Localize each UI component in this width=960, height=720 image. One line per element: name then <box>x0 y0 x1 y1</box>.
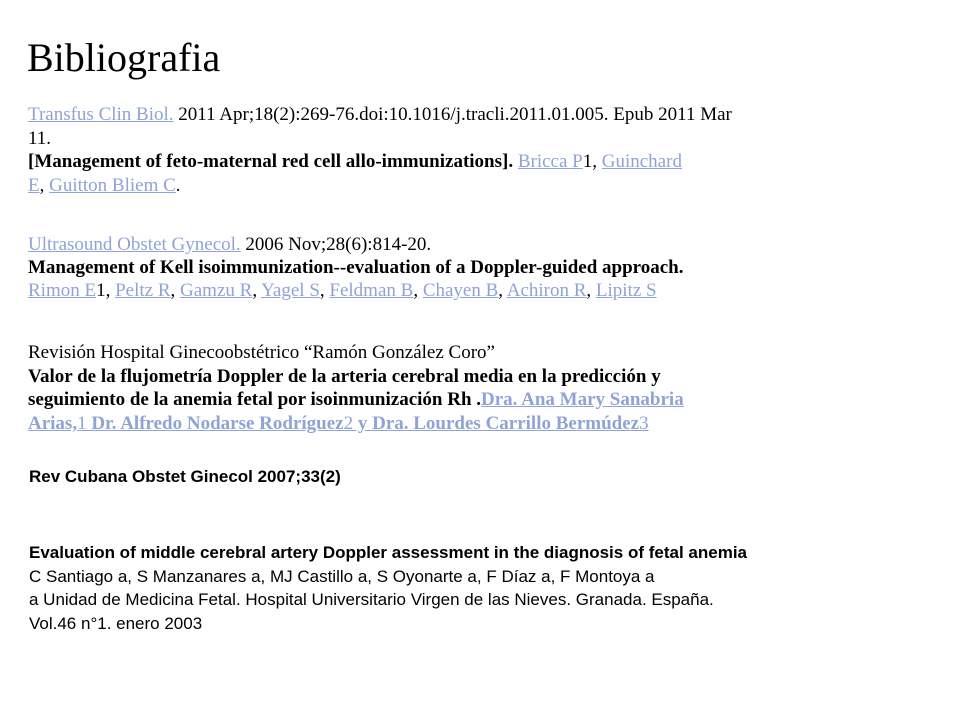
journal-citation: Rev Cubana Obstet Ginecol 2007;33(2) <box>29 467 341 486</box>
author-link[interactable]: Guitton Bliem C <box>49 174 176 196</box>
reference-2-line-1 <box>28 233 684 256</box>
author-link[interactable]: E <box>28 174 40 196</box>
reference-3-line-1 <box>28 341 684 365</box>
reference-1-line-4: E, Guitton Bliem C. <box>28 174 181 196</box>
citation-text: 2006 Nov;28(6):814-20. <box>240 234 432 255</box>
author-link[interactable]: Dra. Ana Mary Sanabria <box>481 389 684 410</box>
author-link[interactable]: Gamzu R <box>180 280 253 301</box>
reference-3-line-2 <box>28 365 684 389</box>
article-title: Management of Kell isoimmunization--evaluation of a Doppler-guided approach. <box>28 257 684 278</box>
reference-3-line-3 <box>28 388 684 412</box>
reference-3-journal <box>29 465 341 489</box>
reference-3 <box>28 341 684 435</box>
reference-1-line-3: [Management of feto-maternal red cell allo-immunizations]. Bricca P1, Guinchard <box>28 151 682 172</box>
end-punctuation: . <box>175 174 181 196</box>
article-title: Valor de la flujometría Doppler de la arteria cerebral media en la predicción y <box>28 365 661 387</box>
reference-1-line-1 <box>28 103 732 127</box>
author-superscript: 1 <box>582 151 593 172</box>
volume-text: Vol.46 n°1. enero 2003 <box>29 613 203 633</box>
citation-text: 11. <box>28 127 52 149</box>
author-superscript[interactable]: 2 <box>343 412 354 434</box>
reference-1 <box>28 103 732 197</box>
authors-text: C Santiago a, S Manzanares a, MJ Castillo a, S Oyonarte a, F Díaz a, F Montoya a <box>29 566 655 586</box>
author-superscript[interactable]: 3 <box>639 412 649 434</box>
reference-3-line-4 <box>28 412 684 436</box>
journal-link[interactable]: Transfus Clin Biol. <box>28 104 174 125</box>
journal-link[interactable]: Ultrasound Obstet Gynecol. <box>28 234 241 255</box>
page-title: Bibliografia <box>27 35 221 80</box>
author-link[interactable]: Feldman B <box>329 280 414 301</box>
reference-2 <box>28 233 684 302</box>
author-link[interactable]: Arias, <box>28 412 78 434</box>
article-title: [Management of feto-maternal red cell allo-immunizations]. <box>28 151 514 172</box>
author-link[interactable]: Yagel S <box>261 280 320 301</box>
reference-4 <box>29 541 747 635</box>
article-title: Evaluation of middle cerebral artery Doppler assessment in the diagnosis of fetal anemia <box>29 543 747 562</box>
reference-2-line-2 <box>28 256 684 279</box>
author-link[interactable]: Bricca P <box>517 151 583 172</box>
author-link[interactable]: Dr. Alfredo Nodarse Rodríguez <box>86 412 344 434</box>
author-link[interactable]: Guinchard <box>601 151 682 172</box>
citation-text: 2011 Apr;18(2):269-76.doi:10.1016/j.tracli.2011.01.005. Epub 2011 Mar <box>173 104 732 125</box>
article-title: seguimiento de la anemia fetal por isoinmunización Rh . <box>28 389 482 410</box>
author-link[interactable]: Peltz R <box>115 280 171 301</box>
affiliation-text: a Unidad de Medicina Fetal. Hospital Universitario Virgen de las Nieves. Granada. España. <box>29 590 714 609</box>
author-link[interactable]: Lipitz S <box>595 280 657 301</box>
author-superscript: 1 <box>96 280 106 301</box>
source-text: Revisión Hospital Ginecoobstétrico “Ramón González Coro” <box>28 342 495 363</box>
author-link[interactable]: Chayen B <box>422 280 499 301</box>
reference-1-line-2 <box>28 127 732 151</box>
author-link[interactable]: y Dra. Lourdes Carrillo Bermúdez <box>353 412 640 434</box>
author-superscript[interactable]: 1 <box>77 412 87 434</box>
reference-2-line-3: Rimon E1, Peltz R, Gamzu R, Yagel S, Feldman B, Chayen B, Achiron R, Lipitz S <box>28 280 657 301</box>
author-link[interactable]: Achiron R <box>506 280 587 301</box>
author-link[interactable]: Rimon E <box>28 280 97 301</box>
